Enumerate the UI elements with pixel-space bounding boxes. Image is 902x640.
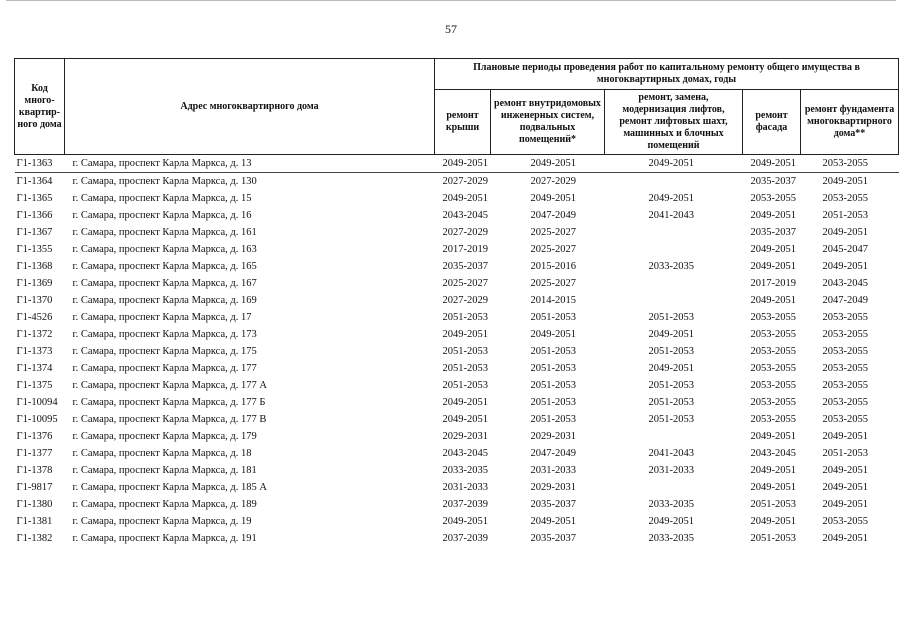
row-address: г. Самара, проспект Карла Маркса, д. 19 xyxy=(72,516,252,527)
row-facade: 2049-2051 xyxy=(750,210,796,221)
row-lifts: 2051-2053 xyxy=(648,346,694,357)
row-engineering: 2029-2031 xyxy=(530,431,576,442)
header-facade: ремонт фасада xyxy=(743,90,801,155)
header-engineering: ремонт внутридомовых инженерных систем, подвальных помещений* xyxy=(491,90,605,155)
row-lifts xyxy=(605,224,743,241)
row-lifts xyxy=(605,292,743,309)
row-code: Г1-1382 xyxy=(16,533,53,544)
header-address: Адрес многоквартирного дома xyxy=(65,59,435,155)
top-divider xyxy=(6,0,896,1)
table-row xyxy=(15,190,899,207)
table-row xyxy=(15,241,899,258)
row-address: г. Самара, проспект Карла Маркса, д. 185 А xyxy=(72,482,267,493)
row-foundation: 2053-2055 xyxy=(822,516,868,527)
row-code: Г1-1376 xyxy=(16,431,53,442)
row-foundation: 2049-2051 xyxy=(822,482,868,493)
table-row xyxy=(15,258,899,275)
row-address: г. Самара, проспект Карла Маркса, д. 16 xyxy=(72,210,252,221)
row-facade: 2051-2053 xyxy=(750,533,796,544)
row-engineering: 2014-2015 xyxy=(530,295,576,306)
row-engineering: 2051-2053 xyxy=(530,397,576,408)
table-row xyxy=(15,513,899,530)
row-roof: 2049-2051 xyxy=(442,414,488,425)
table-row xyxy=(15,445,899,462)
row-facade: 2043-2045 xyxy=(750,448,796,459)
table-body xyxy=(15,155,899,548)
row-address: г. Самара, проспект Карла Маркса, д. 165 xyxy=(72,261,257,272)
row-roof: 2017-2019 xyxy=(442,244,488,255)
row-engineering: 2025-2027 xyxy=(530,278,576,289)
row-roof: 2049-2051 xyxy=(442,516,488,527)
row-engineering: 2051-2053 xyxy=(530,312,576,323)
row-engineering: 2029-2031 xyxy=(530,482,576,493)
row-roof: 2033-2035 xyxy=(442,465,488,476)
row-lifts xyxy=(605,241,743,258)
row-lifts: 2049-2051 xyxy=(648,516,694,527)
row-facade: 2049-2051 xyxy=(750,465,796,476)
row-foundation: 2053-2055 xyxy=(801,155,899,173)
row-address: г. Самара, проспект Карла Маркса, д. 18 xyxy=(72,448,252,459)
row-lifts: 2049-2051 xyxy=(648,329,694,340)
row-engineering: 2049-2051 xyxy=(530,516,576,527)
row-code: Г1-1365 xyxy=(16,193,53,204)
row-roof: 2027-2029 xyxy=(442,295,488,306)
row-facade: 2049-2051 xyxy=(750,482,796,493)
row-foundation: 2049-2051 xyxy=(822,176,868,187)
header-periods: Плановые периоды проведения работ по капитальному ремонту общего имущества в многоквартирных домах, годы xyxy=(435,59,899,90)
row-lifts xyxy=(605,275,743,292)
row-roof: 2051-2053 xyxy=(442,380,488,391)
row-engineering: 2015-2016 xyxy=(530,261,576,272)
row-facade: 2053-2055 xyxy=(750,363,796,374)
row-address: г. Самара, проспект Карла Маркса, д. 179 xyxy=(72,431,257,442)
row-engineering: 2049-2051 xyxy=(530,329,576,340)
row-lifts xyxy=(605,173,743,191)
row-roof: 2037-2039 xyxy=(442,499,488,510)
row-roof: 2043-2045 xyxy=(442,210,488,221)
row-lifts: 2049-2051 xyxy=(605,155,743,173)
row-facade: 2051-2053 xyxy=(750,499,796,510)
row-lifts: 2051-2053 xyxy=(648,380,694,391)
row-roof: 2051-2053 xyxy=(442,312,488,323)
table-row xyxy=(15,207,899,224)
row-address: г. Самара, проспект Карла Маркса, д. 167 xyxy=(72,278,257,289)
row-address: г. Самара, проспект Карла Маркса, д. 130 xyxy=(72,176,257,187)
row-address: г. Самара, проспект Карла Маркса, д. 177 В xyxy=(72,414,267,425)
row-foundation: 2049-2051 xyxy=(822,465,868,476)
row-lifts: 2051-2053 xyxy=(648,397,694,408)
table-row xyxy=(15,309,899,326)
row-lifts: 2033-2035 xyxy=(648,499,694,510)
header-code: Код много-квартир-ного дома xyxy=(15,59,65,155)
row-code: Г1-4526 xyxy=(16,312,53,323)
row-roof: 2051-2053 xyxy=(442,363,488,374)
row-facade: 2053-2055 xyxy=(750,329,796,340)
row-foundation: 2049-2051 xyxy=(822,499,868,510)
table-row xyxy=(15,394,899,411)
row-roof: 2027-2029 xyxy=(442,176,488,187)
row-roof: 2025-2027 xyxy=(442,278,488,289)
row-facade: 2049-2051 xyxy=(750,431,796,442)
row-code: Г1-10095 xyxy=(16,414,58,425)
row-engineering: 2049-2051 xyxy=(530,193,576,204)
row-foundation: 2051-2053 xyxy=(822,210,868,221)
table-row xyxy=(15,530,899,547)
row-lifts: 2041-2043 xyxy=(648,448,694,459)
table-row xyxy=(15,275,899,292)
row-code: Г1-1364 xyxy=(16,176,53,187)
row-code: Г1-1381 xyxy=(16,516,53,527)
row-code: Г1-9817 xyxy=(16,482,53,493)
row-roof: 2051-2053 xyxy=(442,346,488,357)
row-engineering: 2047-2049 xyxy=(530,210,576,221)
row-lifts: 2049-2051 xyxy=(648,193,694,204)
row-foundation: 2053-2055 xyxy=(822,380,868,391)
row-roof: 2035-2037 xyxy=(442,261,488,272)
row-roof: 2037-2039 xyxy=(442,533,488,544)
row-foundation: 2049-2051 xyxy=(822,227,868,238)
row-address: г. Самара, проспект Карла Маркса, д. 17 xyxy=(72,312,252,323)
table-row xyxy=(15,360,899,377)
table-row xyxy=(15,377,899,394)
row-roof: 2049-2051 xyxy=(435,155,491,173)
row-roof: 2029-2031 xyxy=(442,431,488,442)
row-foundation: 2053-2055 xyxy=(822,363,868,374)
row-code: Г1-1375 xyxy=(16,380,53,391)
table-row xyxy=(15,462,899,479)
row-address: г. Самара, проспект Карла Маркса, д. 161 xyxy=(72,227,257,238)
row-roof: 2031-2033 xyxy=(442,482,488,493)
table-row xyxy=(15,326,899,343)
row-lifts: 2041-2043 xyxy=(648,210,694,221)
row-facade: 2049-2051 xyxy=(750,261,796,272)
table-row xyxy=(15,224,899,241)
row-facade: 2049-2051 xyxy=(750,516,796,527)
row-roof: 2043-2045 xyxy=(442,448,488,459)
row-code: Г1-1367 xyxy=(16,227,53,238)
header-lifts: ремонт, замена, модернизация лифтов, ремонт лифтовых шахт, машинных и блочных помещений xyxy=(605,90,743,155)
row-foundation: 2053-2055 xyxy=(822,346,868,357)
row-engineering: 2049-2051 xyxy=(491,155,605,173)
row-foundation: 2051-2053 xyxy=(822,448,868,459)
row-code: Г1-1372 xyxy=(16,329,53,340)
row-code: Г1-1373 xyxy=(16,346,53,357)
row-address: г. Самара, проспект Карла Маркса, д. 163 xyxy=(72,244,257,255)
row-code: Г1-1380 xyxy=(16,499,53,510)
row-address: г. Самара, проспект Карла Маркса, д. 177 Б xyxy=(72,397,266,408)
row-foundation: 2053-2055 xyxy=(822,329,868,340)
row-code: Г1-1369 xyxy=(16,278,53,289)
row-engineering: 2025-2027 xyxy=(530,227,576,238)
row-address: г. Самара, проспект Карла Маркса, д. 189 xyxy=(72,499,257,510)
row-facade: 2053-2055 xyxy=(750,397,796,408)
row-lifts: 2033-2035 xyxy=(648,533,694,544)
row-code: Г1-1377 xyxy=(16,448,53,459)
table-row xyxy=(15,173,899,191)
row-engineering: 2031-2033 xyxy=(530,465,576,476)
row-address: г. Самара, проспект Карла Маркса, д. 13 xyxy=(65,155,435,173)
row-address: г. Самара, проспект Карла Маркса, д. 191 xyxy=(72,533,257,544)
row-code: Г1-1370 xyxy=(16,295,53,306)
row-code: Г1-1355 xyxy=(16,244,53,255)
row-address: г. Самара, проспект Карла Маркса, д. 181 xyxy=(72,465,257,476)
row-roof: 2049-2051 xyxy=(442,397,488,408)
row-address: г. Самара, проспект Карла Маркса, д. 15 xyxy=(72,193,252,204)
row-engineering: 2035-2037 xyxy=(530,533,576,544)
header-foundation: ремонт фундамента многоквартирного дома** xyxy=(801,90,899,155)
row-facade: 2049-2051 xyxy=(750,295,796,306)
row-engineering: 2051-2053 xyxy=(530,414,576,425)
row-facade: 2053-2055 xyxy=(750,380,796,391)
table-row xyxy=(15,496,899,513)
table-row xyxy=(15,155,899,173)
row-facade: 2053-2055 xyxy=(750,414,796,425)
row-code: Г1-1366 xyxy=(16,210,53,221)
row-lifts: 2049-2051 xyxy=(648,363,694,374)
row-address: г. Самара, проспект Карла Маркса, д. 169 xyxy=(72,295,257,306)
row-lifts: 2033-2035 xyxy=(648,261,694,272)
row-engineering: 2035-2037 xyxy=(530,499,576,510)
row-facade: 2017-2019 xyxy=(750,278,796,289)
row-address: г. Самара, проспект Карла Маркса, д. 175 xyxy=(72,346,257,357)
row-foundation: 2047-2049 xyxy=(822,295,868,306)
row-code: Г1-10094 xyxy=(16,397,58,408)
row-engineering: 2025-2027 xyxy=(530,244,576,255)
row-address: г. Самара, проспект Карла Маркса, д. 173 xyxy=(72,329,257,340)
row-engineering: 2051-2053 xyxy=(530,363,576,374)
row-facade: 2053-2055 xyxy=(750,312,796,323)
row-lifts: 2031-2033 xyxy=(648,465,694,476)
row-foundation: 2053-2055 xyxy=(822,397,868,408)
row-facade: 2053-2055 xyxy=(750,193,796,204)
row-code: Г1-1374 xyxy=(16,363,53,374)
row-foundation: 2053-2055 xyxy=(822,193,868,204)
table-row xyxy=(15,428,899,445)
row-code: Г1-1363 xyxy=(15,155,65,173)
row-engineering: 2027-2029 xyxy=(530,176,576,187)
row-facade: 2049-2051 xyxy=(750,244,796,255)
page-number: 57 xyxy=(445,22,457,36)
table-row xyxy=(15,411,899,428)
row-code: Г1-1368 xyxy=(16,261,53,272)
row-facade: 2053-2055 xyxy=(750,346,796,357)
row-facade: 2035-2037 xyxy=(750,227,796,238)
row-code: Г1-1378 xyxy=(16,465,53,476)
row-facade: 2049-2051 xyxy=(743,155,801,173)
table-row xyxy=(15,479,899,496)
row-lifts: 2051-2053 xyxy=(648,312,694,323)
row-foundation: 2049-2051 xyxy=(822,261,868,272)
table-row xyxy=(15,343,899,360)
header-roof: ремонт крыши xyxy=(435,90,491,155)
row-foundation: 2043-2045 xyxy=(822,278,868,289)
row-engineering: 2051-2053 xyxy=(530,380,576,391)
row-roof: 2027-2029 xyxy=(442,227,488,238)
row-address: г. Самара, проспект Карла Маркса, д. 177 xyxy=(72,363,257,374)
row-roof: 2049-2051 xyxy=(442,329,488,340)
table-row xyxy=(15,292,899,309)
row-engineering: 2047-2049 xyxy=(530,448,576,459)
row-foundation: 2049-2051 xyxy=(822,431,868,442)
row-foundation: 2049-2051 xyxy=(822,533,868,544)
row-lifts xyxy=(605,479,743,496)
repair-plan-table xyxy=(14,58,899,547)
row-roof: 2049-2051 xyxy=(442,193,488,204)
row-foundation: 2053-2055 xyxy=(822,414,868,425)
row-facade: 2035-2037 xyxy=(750,176,796,187)
row-lifts: 2051-2053 xyxy=(648,414,694,425)
row-foundation: 2045-2047 xyxy=(822,244,868,255)
row-engineering: 2051-2053 xyxy=(530,346,576,357)
row-lifts xyxy=(605,428,743,445)
row-address: г. Самара, проспект Карла Маркса, д. 177 А xyxy=(72,380,267,391)
row-foundation: 2053-2055 xyxy=(822,312,868,323)
